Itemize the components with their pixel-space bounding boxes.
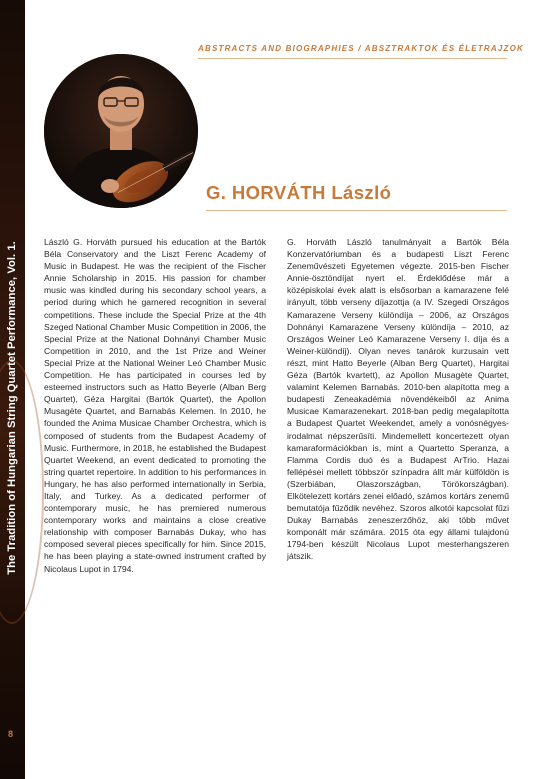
biography-name: G. HORVÁTH László (206, 182, 392, 203)
book-title-vertical: The Tradition of Hungarian String Quartet Performance, Vol. 1. (6, 241, 18, 575)
portrait-illustration (44, 54, 198, 208)
name-divider (206, 210, 507, 211)
biography-english: László G. Horváth pursued his education at the Bartók Béla Conservatory and the Liszt Ferenc Academy of Music in Budapest. He was the recipient of the Fischer Annie Scholarship in 2015. His passion for chamber music was kindled during his secondary school years, a period during which he garnered recognition in several competitions. These include the Special Prize at the 4th Szeged National Chamber Music Competition in 2006, the Special Prize at the National Dohnányi Chamber Music Competition in 2010, and the 1st Prize and Weiner Special Prize at the National Weiner Leó Chamber Music Competition. He has participated in courses led by esteemed instructors such as Hatto Beyerle (Alban Berg Quartet), Géza Hargitai (Bartók Quartet), the Apollon Musagète Quartet, and Barnabás Kelemen. In 2010, he founded the Anima Musicae Chamber Orchestra, which is composed of students from the Budapest Academy of Music. Furthermore, in 2018, he established the Budapest Quartet Weekend, an event dedicated to promoting the string quartet repertoire. In addition to his performances in Hungary, he has also performed internationally in Serbia, Italy, and Turkey. As a dedicated performer of contemporary music, he has premiered numerous contemporary works and maintains a close creative relationship with composer Barnabás Dukay, who has composed several pieces specifically for him. Since 2015, he has been playing a state-owned instrument crafted by Nicolaus Lupot in 1794. (44, 237, 266, 574)
section-header: ABSTRACTS AND BIOGRAPHIES / ABSZTRAKTOK ÉS ÉLETRAJZOK (198, 44, 524, 53)
header-divider (198, 58, 507, 59)
biography-hungarian: G. Horváth László tanulmányait a Bartók Béla Konzervatóriumban és a budapesti Liszt Ferenc Zeneművészeti Egyetemen végezte. 2015-ben Fischer Annie-ösztöndíjat nyert el. Érdeklődése már a középiskolai évek alatt is elsősorban a kamarazene felé irányult, több verseny díjazottja (a IV. Szegedi Országos Kamarazene Verseny különdíja – 2006, az Országos Dohnányi Kamarazene Verseny különdíja – 2010, az Országos Weiner Leó Kamarazene Verseny I. díja és a Weiner-különdíj). Olyan neves tanárok kurzusain vett részt, mint Hatto Beyerle (Alban Berg Quartet), Hargitai Géza (Bartók kvartett), az Apollon Musagète Quartet, valamint Kelemen Barnabás. 2010-ben alapította meg a budapesti Zeneakadémia növendékeiből az Anima Musicae Kamarazenekart. 2018-ban pedig megalapította a Budapest Quartet Weekendet, amely a vonósnégyes-irodalmat népszerűsíti. Mindemellett koncertezett olyan kamaraformációkban is, mint a Quartetto Speranza, a Flamma Cordis duó és a Budapest ArTrio. Hazai fellépései mellett többször színpadra állt már külföldön is (Szerbiában, Olaszországban, Törökországban). Elkötelezett kortárs zenei előadó, számos kortárs zenemű bemutatója fűződik nevéhez. Szoros alkotói kapcsolat fűzi Dukay Barnabás zeneszerzőhöz, aki több művet komponált már számára. 2015 óta egy állami tulajdonú 1794-ben készült Nicolaus Lupot mesterhangszeren játszik. (287, 237, 509, 562)
portrait-photo (44, 54, 198, 208)
page-number: 8 (8, 729, 14, 739)
